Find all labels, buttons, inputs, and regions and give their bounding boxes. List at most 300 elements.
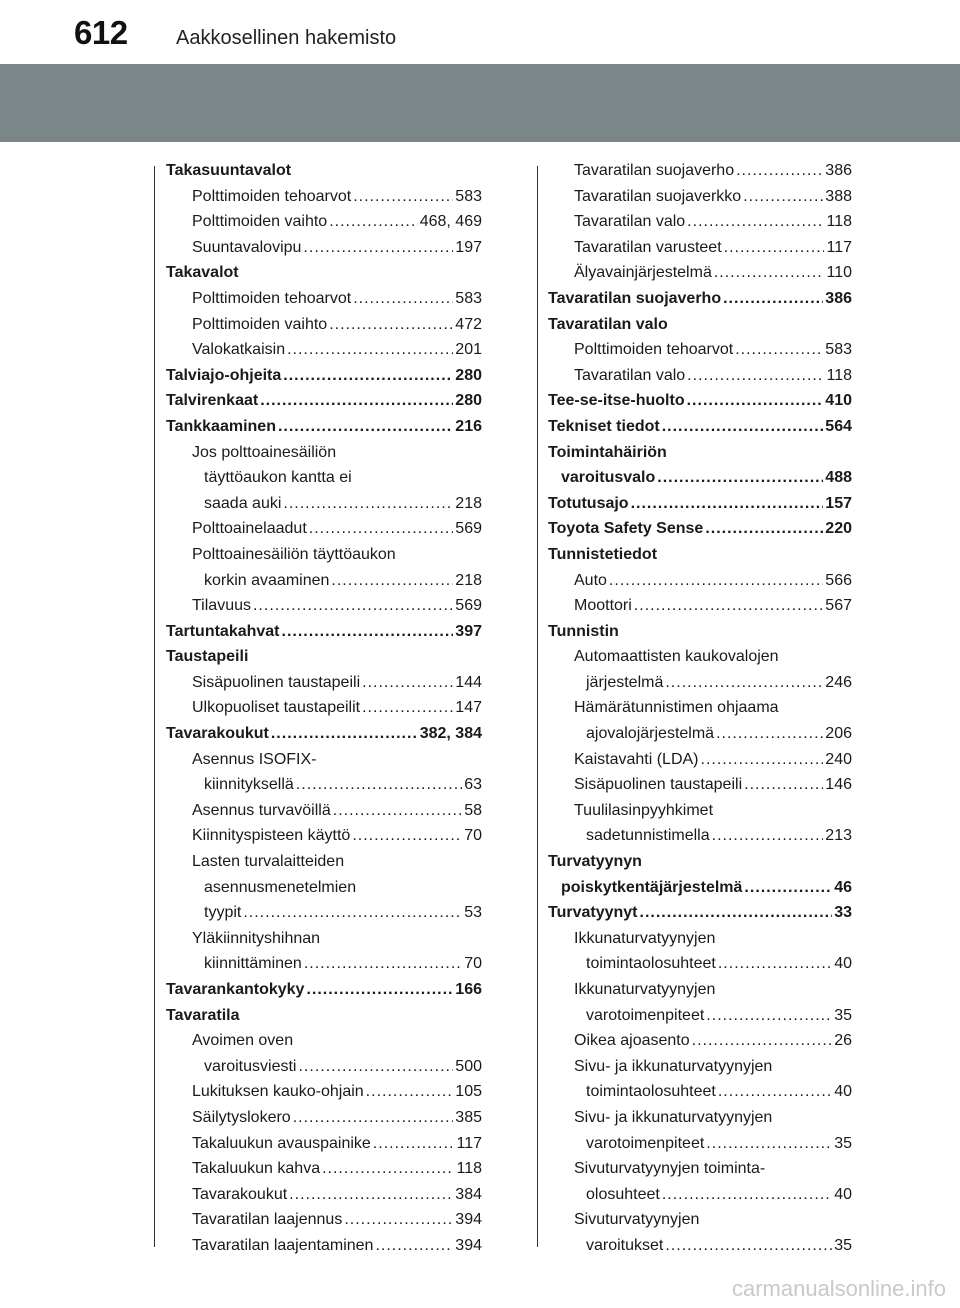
index-entry xyxy=(166,516,482,542)
page-number: 612 xyxy=(74,14,128,51)
index-page-ref: 118 xyxy=(826,366,852,384)
index-page-ref: 220 xyxy=(825,520,852,538)
index-term: Lukituksen kauko-ohjain xyxy=(192,1083,364,1101)
index-term: Polttimoiden tehoarvot xyxy=(574,341,734,359)
index-page-ref: 40 xyxy=(834,955,852,973)
leader-dots xyxy=(278,414,453,440)
index-entry xyxy=(548,1207,852,1233)
index-entry xyxy=(166,158,482,184)
index-term: Tavaratilan suojaverho xyxy=(548,289,722,307)
leader-dots xyxy=(687,209,824,235)
leader-dots xyxy=(701,747,824,773)
index-term: Turvatyynyn xyxy=(548,853,642,871)
leader-dots xyxy=(687,363,824,389)
index-term: Auto xyxy=(574,571,607,589)
leader-dots xyxy=(329,209,418,235)
leader-dots xyxy=(712,823,824,849)
index-term: asennusmenetelmien xyxy=(204,878,357,896)
index-entry xyxy=(548,951,852,977)
leader-dots xyxy=(283,363,453,389)
index-page-ref: 569 xyxy=(455,520,482,538)
leader-dots xyxy=(665,1233,832,1259)
index-page-ref: 33 xyxy=(834,904,852,922)
leader-dots xyxy=(375,1233,453,1259)
index-entry xyxy=(166,286,482,312)
index-entry xyxy=(166,977,482,1003)
index-page-ref: 201 xyxy=(455,341,482,359)
index-entry xyxy=(548,491,852,517)
index-entry xyxy=(166,1054,482,1080)
index-entry xyxy=(166,1156,482,1182)
index-term: kiinnittäminen xyxy=(204,955,302,973)
leader-dots xyxy=(309,516,454,542)
index-page-ref: 385 xyxy=(455,1108,482,1126)
leader-dots xyxy=(333,798,462,824)
index-entry xyxy=(166,440,482,466)
index-term: Tavarankantokyky xyxy=(166,981,305,998)
index-page-ref: 157 xyxy=(825,494,852,512)
index-term: Polttimoiden vaihto xyxy=(192,213,328,231)
index-page-ref: 118 xyxy=(456,1160,482,1178)
leader-dots xyxy=(298,1054,453,1080)
leader-dots xyxy=(714,260,825,286)
leader-dots xyxy=(718,1079,832,1105)
index-term: Talvirenkaat xyxy=(166,392,259,410)
index-term: Tavaratilan valo xyxy=(574,213,686,231)
watermark: carmanualsonline.info xyxy=(731,1276,946,1301)
index-entry xyxy=(548,1182,852,1208)
index-page-ref: 566 xyxy=(825,571,852,589)
index-entry xyxy=(166,1028,482,1054)
index-page-ref: 583 xyxy=(825,341,852,359)
index-page-ref: 26 xyxy=(834,1032,852,1050)
index-page-ref: 70 xyxy=(464,955,482,973)
index-term: Tunnistetiedot xyxy=(548,545,658,563)
index-entry xyxy=(548,798,852,824)
index-term: Ikkunaturvatyynyjen xyxy=(574,929,716,947)
index-term: Lasten turvalaitteiden xyxy=(192,853,345,871)
index-term: sadetunnistimella xyxy=(586,827,710,845)
index-page-ref: 384 xyxy=(455,1185,482,1203)
index-term: Kaistavahti (LDA) xyxy=(574,750,699,768)
index-page-ref: 147 xyxy=(455,699,482,717)
index-term: Tee-se-itse-huolto xyxy=(548,392,685,410)
index-term: Toimintahäiriön xyxy=(548,443,667,461)
header-band xyxy=(0,64,960,142)
index-page-ref: 118 xyxy=(826,213,852,231)
index-page-ref: 583 xyxy=(455,187,482,205)
index-entry xyxy=(548,1156,852,1182)
leader-dots xyxy=(718,951,832,977)
index-entry xyxy=(166,593,482,619)
index-entry xyxy=(166,670,482,696)
leader-dots xyxy=(687,388,824,414)
index-term: Toyota Safety Sense xyxy=(548,520,704,538)
index-entry xyxy=(166,695,482,721)
index-page-ref: 46 xyxy=(834,878,852,896)
leader-dots xyxy=(706,1131,832,1157)
index-page-ref: 394 xyxy=(455,1211,482,1229)
leader-dots xyxy=(331,568,453,594)
index-term: Moottori xyxy=(574,597,632,615)
index-entry xyxy=(166,823,482,849)
index-entry xyxy=(166,721,482,747)
index-entry xyxy=(548,209,852,235)
index-entry xyxy=(166,1105,482,1131)
index-term: täyttöaukon kantta ei xyxy=(204,469,352,487)
leader-dots xyxy=(362,695,453,721)
index-entry xyxy=(166,337,482,363)
index-entry xyxy=(548,900,852,926)
index-entry xyxy=(548,260,852,286)
index-page-ref: 105 xyxy=(455,1083,482,1101)
index-term: Tavaratilan varusteet xyxy=(574,238,722,256)
index-entry xyxy=(166,1182,482,1208)
leader-dots xyxy=(303,235,453,261)
index-entry xyxy=(548,1079,852,1105)
leader-dots xyxy=(344,1207,453,1233)
leader-dots xyxy=(243,900,462,926)
index-term: Tankkaaminen xyxy=(166,417,276,435)
index-page-ref: 569 xyxy=(455,597,482,615)
leader-dots xyxy=(283,491,453,517)
index-term: Polttoainesäiliön täyttöaukon xyxy=(192,545,396,563)
index-entry xyxy=(166,900,482,926)
index-term: Tavarakoukut xyxy=(166,725,269,743)
index-entry xyxy=(166,951,482,977)
index-entry xyxy=(548,926,852,952)
index-term: Takavalot xyxy=(166,264,239,282)
leader-dots xyxy=(260,388,453,414)
index-page-ref: 216 xyxy=(455,417,482,435)
index-term: Tuulilasinpyyhkimet xyxy=(574,801,714,819)
leader-dots xyxy=(271,721,418,747)
index-term: tyypit xyxy=(204,904,242,922)
leader-dots xyxy=(282,619,454,645)
index-entry xyxy=(166,209,482,235)
index-page-ref: 246 xyxy=(825,673,852,691)
index-entry xyxy=(166,312,482,338)
index-term: Älyavainjärjestelmä xyxy=(574,264,712,282)
index-term: Sivu- ja ikkunaturvatyynyjen xyxy=(574,1108,773,1126)
index-entry xyxy=(548,363,852,389)
index-entry xyxy=(548,184,852,210)
index-entry xyxy=(166,184,482,210)
index-term: saada auki xyxy=(204,494,282,512)
leader-dots xyxy=(289,1182,453,1208)
index-term: Hämärätunnistimen ohjaama xyxy=(574,699,779,717)
index-entry xyxy=(548,1131,852,1157)
index-entry xyxy=(548,695,852,721)
index-entry xyxy=(548,593,852,619)
index-page-ref: 197 xyxy=(455,238,482,256)
index-entry xyxy=(166,1131,482,1157)
leader-dots xyxy=(287,337,453,363)
index-term: Taustapeili xyxy=(166,648,249,666)
index-entry xyxy=(548,388,852,414)
index-page-ref: 63 xyxy=(464,776,482,794)
index-entry xyxy=(166,388,482,414)
index-page-ref: 40 xyxy=(834,1185,852,1203)
index-entry xyxy=(166,542,482,568)
index-entry xyxy=(166,491,482,517)
index-page-ref: 280 xyxy=(455,392,482,410)
index-term: varoitukset xyxy=(586,1236,664,1254)
index-entry xyxy=(548,1003,852,1029)
index-page-ref: 117 xyxy=(826,238,852,256)
index-term: Tartuntakahvat xyxy=(166,622,280,640)
index-term: varotoimenpiteet xyxy=(586,1006,705,1024)
index-term: poiskytkentäjärjestelmä xyxy=(561,878,743,896)
index-term: Tilavuus xyxy=(192,597,251,615)
index-term: olosuhteet xyxy=(586,1185,660,1203)
index-term: Tavaratilan laajentaminen xyxy=(192,1236,374,1254)
index-term: kiinnityksellä xyxy=(204,776,294,794)
index-entry xyxy=(548,414,852,440)
index-entry xyxy=(166,798,482,824)
leader-dots xyxy=(631,491,824,517)
index-term: Takaluukun kahva xyxy=(192,1160,321,1178)
index-term: Polttoainelaadut xyxy=(192,520,307,538)
index-page-ref: 280 xyxy=(455,366,482,384)
index-entry xyxy=(166,644,482,670)
index-term: Tunnistin xyxy=(548,622,619,640)
leader-dots xyxy=(723,286,823,312)
index-term: Polttimoiden tehoarvot xyxy=(192,187,352,205)
index-term: Talviajo-ohjeita xyxy=(166,366,282,384)
index-page-ref: 564 xyxy=(825,417,852,435)
leader-dots xyxy=(716,721,823,747)
index-entry xyxy=(548,1105,852,1131)
index-page-ref: 146 xyxy=(825,776,852,794)
index-term: Ikkunaturvatyynyjen xyxy=(574,981,716,998)
index-page-ref: 472 xyxy=(455,315,482,333)
page-title: Aakkosellinen hakemisto xyxy=(176,27,397,49)
index-term: Sivuturvatyynyjen xyxy=(574,1211,700,1229)
index-term: Kiinnityspisteen käyttö xyxy=(192,827,351,845)
index-entry xyxy=(548,568,852,594)
leader-dots xyxy=(362,670,453,696)
index-page-ref: 567 xyxy=(825,597,852,615)
leader-dots xyxy=(306,977,453,1003)
leader-dots xyxy=(705,516,823,542)
index-entry xyxy=(548,337,852,363)
leader-dots xyxy=(724,235,825,261)
index-entry xyxy=(548,1028,852,1054)
index-term: Tavaratilan laajennus xyxy=(192,1211,343,1229)
index-entry xyxy=(548,670,852,696)
index-entry xyxy=(166,772,482,798)
index-entry xyxy=(548,542,852,568)
index-entry xyxy=(548,644,852,670)
index-entry xyxy=(548,286,852,312)
leader-dots xyxy=(353,184,453,210)
index-term: Asennus ISOFIX- xyxy=(192,750,317,768)
index-term: Asennus turvavöillä xyxy=(192,801,331,819)
index-term: Tekniset tiedot xyxy=(548,417,660,435)
index-page-ref: 70 xyxy=(464,827,482,845)
leader-dots xyxy=(735,337,823,363)
index-page-ref: 110 xyxy=(826,264,852,282)
index-term: Oikea ajoasento xyxy=(574,1032,690,1050)
index-page-ref: 382, 384 xyxy=(419,725,482,743)
leader-dots xyxy=(366,1079,454,1105)
index-entry xyxy=(166,619,482,645)
index-page-ref: 144 xyxy=(455,673,482,691)
leader-dots xyxy=(322,1156,454,1182)
leader-dots xyxy=(657,465,823,491)
index-term: Säilytyslokero xyxy=(192,1108,291,1126)
index-entry xyxy=(548,440,852,466)
index-entry xyxy=(548,977,852,1003)
index-page-ref: 583 xyxy=(455,289,482,307)
index-term: Sivuturvatyynyjen toiminta- xyxy=(574,1160,766,1178)
leader-dots xyxy=(353,286,453,312)
index-entry xyxy=(548,312,852,338)
leader-dots xyxy=(744,875,832,901)
index-entry xyxy=(166,1079,482,1105)
index-entry xyxy=(166,568,482,594)
index-term: Polttimoiden vaihto xyxy=(192,315,328,333)
index-term: korkin avaaminen xyxy=(204,571,330,589)
index-term: Suuntavalovipu xyxy=(192,238,302,256)
index-entry xyxy=(166,363,482,389)
index-page-ref: 386 xyxy=(825,162,852,179)
leader-dots xyxy=(329,312,453,338)
column-divider-left xyxy=(154,166,155,1247)
leader-dots xyxy=(293,1105,454,1131)
leader-dots xyxy=(634,593,824,619)
page-header xyxy=(0,0,960,64)
index-entry xyxy=(548,516,852,542)
index-term: Sivu- ja ikkunaturvatyynyjen xyxy=(574,1057,773,1075)
leader-dots xyxy=(352,823,462,849)
index-entry xyxy=(548,1233,852,1259)
index-entry xyxy=(548,772,852,798)
index-entry xyxy=(166,875,482,901)
column-divider-middle xyxy=(537,166,538,1247)
index-entry xyxy=(166,260,482,286)
index-page-ref: 488 xyxy=(825,469,852,487)
leader-dots xyxy=(304,951,462,977)
index-entry xyxy=(548,235,852,261)
index-term: varoitusvalo xyxy=(561,469,656,487)
index-page-ref: 240 xyxy=(825,750,852,768)
index-term: järjestelmä xyxy=(586,673,664,691)
index-term: Valokatkaisin xyxy=(192,341,286,359)
leader-dots xyxy=(253,593,453,619)
leader-dots xyxy=(662,1182,832,1208)
index-page-ref: 117 xyxy=(456,1134,482,1152)
index-term: ajovalojärjestelmä xyxy=(586,725,715,743)
index-entry xyxy=(548,875,852,901)
index-term: Tavaratilan suojaverkko xyxy=(574,187,742,205)
index-entry xyxy=(166,1207,482,1233)
index-entry xyxy=(166,849,482,875)
leader-dots xyxy=(373,1131,455,1157)
index-column-right xyxy=(548,158,852,1259)
index-page-ref: 35 xyxy=(834,1236,852,1254)
index-entry xyxy=(166,747,482,773)
index-page-ref: 206 xyxy=(825,725,852,743)
index-term: Yläkiinnityshihnan xyxy=(192,929,321,947)
leader-dots xyxy=(662,414,824,440)
index-term: Avoimen oven xyxy=(192,1032,294,1050)
index-column-left xyxy=(166,158,482,1259)
index-term: Sisäpuolinen taustapeili xyxy=(192,673,361,691)
index-term: Tavaratila xyxy=(166,1006,240,1024)
index-term: Tavaratilan valo xyxy=(548,315,668,333)
index-term: Totutusajo xyxy=(548,494,629,512)
index-term: Takasuuntavalot xyxy=(166,162,292,179)
leader-dots xyxy=(743,184,823,210)
index-entry xyxy=(548,1054,852,1080)
index-page-ref: 58 xyxy=(464,801,482,819)
index-term: Turvatyynyt xyxy=(548,904,638,922)
index-term: varotoimenpiteet xyxy=(586,1134,705,1152)
index-entry xyxy=(166,926,482,952)
index-page-ref: 218 xyxy=(455,571,482,589)
index-entry xyxy=(548,849,852,875)
index-entry xyxy=(548,619,852,645)
index-entry xyxy=(548,465,852,491)
index-page-ref: 213 xyxy=(825,827,852,845)
index-page-ref: 40 xyxy=(834,1083,852,1101)
index-entry xyxy=(166,235,482,261)
leader-dots xyxy=(744,772,823,798)
index-entry xyxy=(166,414,482,440)
index-page-ref: 468, 469 xyxy=(419,213,482,231)
index-page-ref: 218 xyxy=(455,494,482,512)
index-term: Polttimoiden tehoarvot xyxy=(192,289,352,307)
index-term: Takaluukun avauspainike xyxy=(192,1134,371,1152)
index-term: Tavaratilan suojaverho xyxy=(574,162,735,179)
index-term: toimintaolosuhteet xyxy=(586,955,716,973)
index-entry xyxy=(166,1233,482,1259)
index-term: Tavarakoukut xyxy=(192,1185,288,1203)
index-entry xyxy=(548,158,852,184)
index-page-ref: 35 xyxy=(834,1134,852,1152)
index-term: Jos polttoainesäiliön xyxy=(192,443,337,461)
index-page-ref: 410 xyxy=(825,392,852,410)
index-entry xyxy=(548,823,852,849)
index-page-ref: 397 xyxy=(455,622,482,640)
index-term: varoitusviesti xyxy=(204,1057,297,1075)
leader-dots xyxy=(706,1003,832,1029)
index-page-ref: 35 xyxy=(834,1006,852,1024)
index-term: Tavaratilan valo xyxy=(574,366,686,384)
index-term: Automaattisten kaukovalojen xyxy=(574,648,779,666)
index-page-ref: 166 xyxy=(455,981,482,998)
index-entry xyxy=(548,747,852,773)
index-entry xyxy=(166,465,482,491)
leader-dots xyxy=(665,670,823,696)
index-entry xyxy=(548,721,852,747)
index-page-ref: 500 xyxy=(455,1057,482,1075)
index-term: Sisäpuolinen taustapeili xyxy=(574,776,743,794)
index-entry xyxy=(166,1003,482,1029)
leader-dots xyxy=(692,1028,833,1054)
leader-dots xyxy=(640,900,833,926)
leader-dots xyxy=(609,568,823,594)
index-term: Ulkopuoliset taustapeilit xyxy=(192,699,361,717)
index-term: toimintaolosuhteet xyxy=(586,1083,716,1101)
index-page-ref: 388 xyxy=(825,187,852,205)
leader-dots xyxy=(736,158,823,184)
index-page-ref: 386 xyxy=(825,289,852,307)
index-page-ref: 394 xyxy=(455,1236,482,1254)
index-page-ref: 53 xyxy=(464,904,482,922)
